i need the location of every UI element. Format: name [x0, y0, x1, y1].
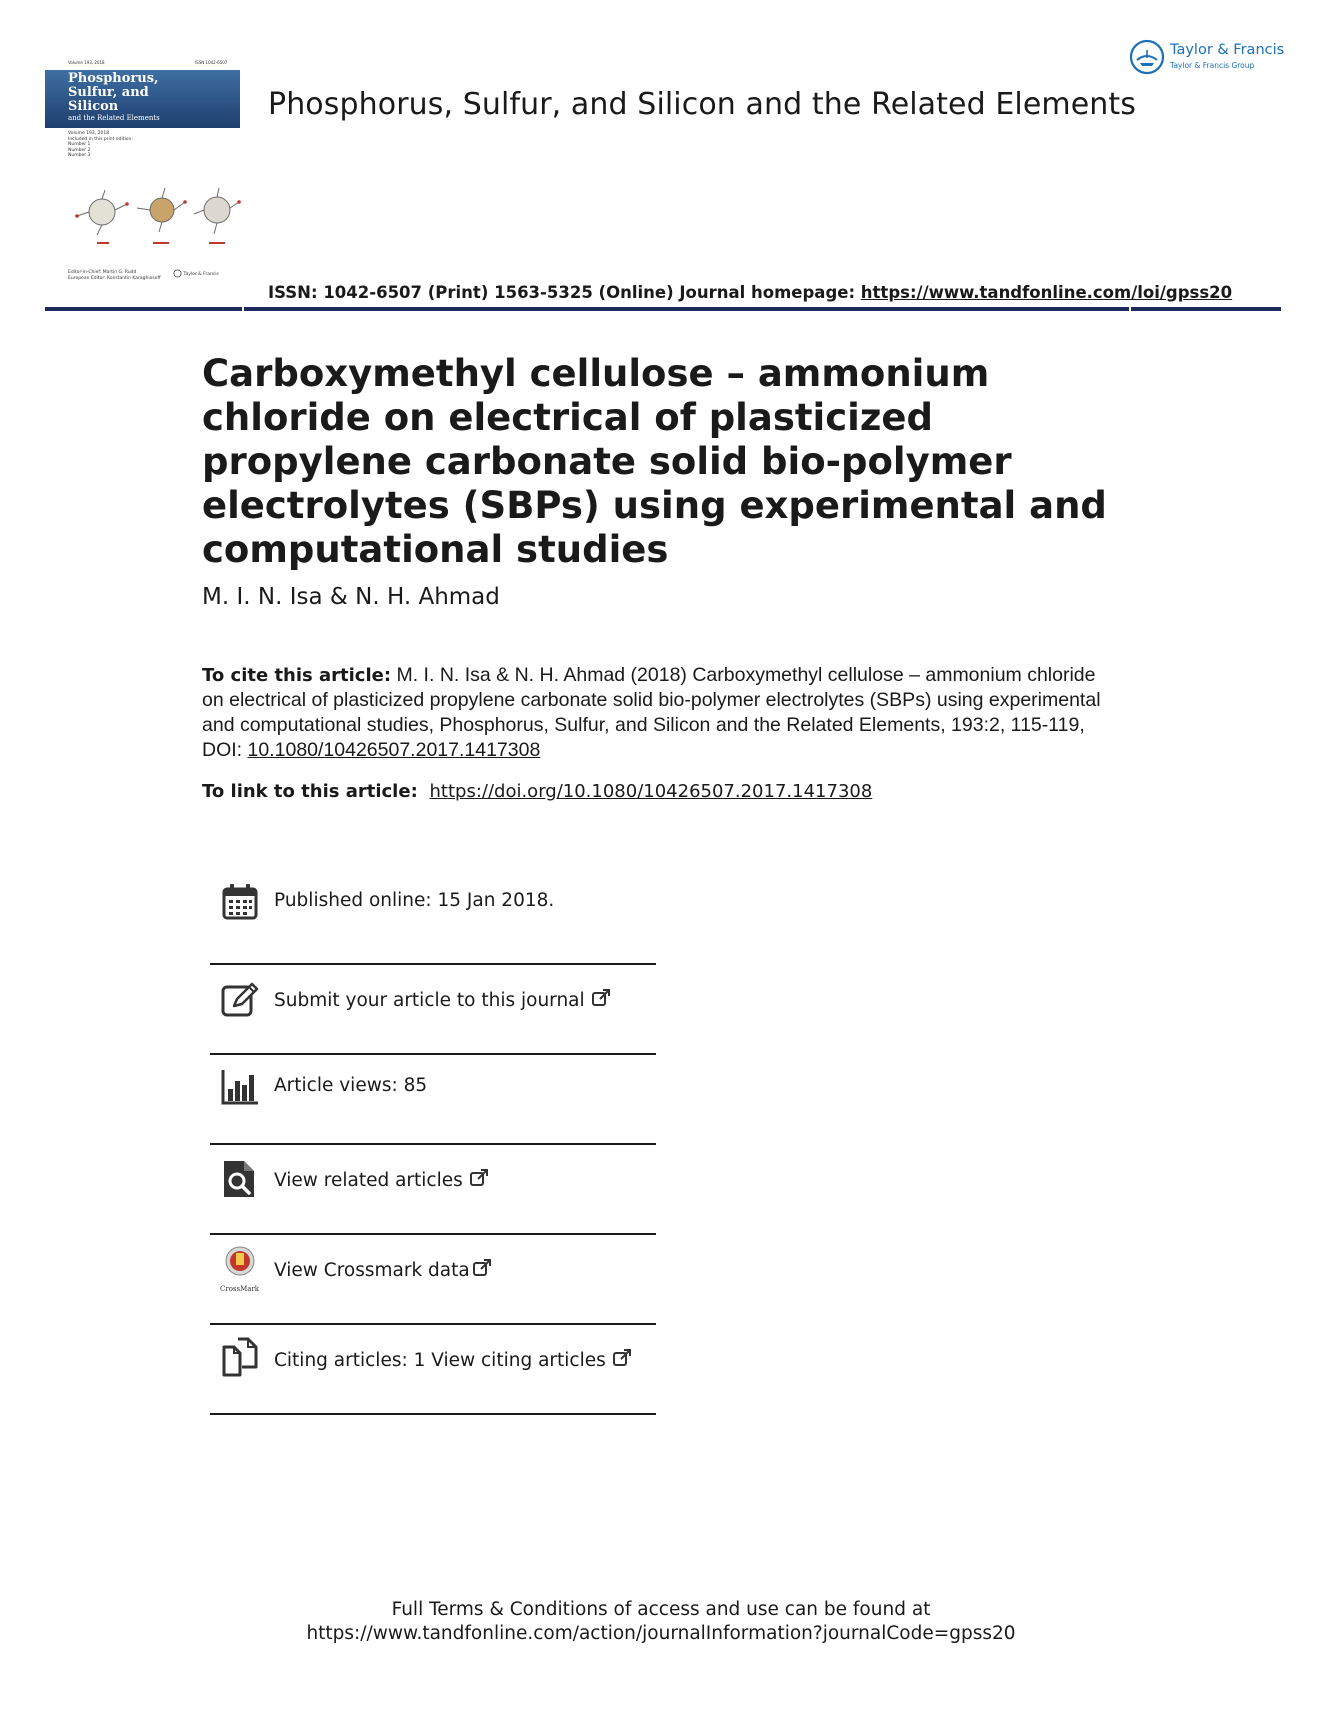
external-link-icon	[472, 1258, 492, 1278]
citing-icon	[220, 1337, 260, 1377]
publisher-group: Taylor & Francis Group	[1170, 61, 1255, 70]
cover-title-band: Phosphorus, Sulfur, and Silicon and the Related Elements	[45, 70, 240, 128]
citation-block	[202, 663, 1122, 763]
article-views-text: Article views: 85	[274, 1075, 428, 1096]
calendar-icon	[220, 882, 260, 922]
related-articles-row[interactable]	[210, 1145, 656, 1235]
link-label: To link to this article:	[202, 781, 418, 802]
issn-line	[268, 283, 1232, 302]
journal-homepage-link[interactable]: https://www.tandfonline.com/loi/gpss20	[860, 283, 1233, 302]
crossmark-row[interactable]	[210, 1235, 656, 1325]
bar-chart-icon	[220, 1067, 260, 1107]
submit-article-row[interactable]	[210, 965, 656, 1055]
article-info-list	[210, 872, 656, 1415]
related-articles-link[interactable]: View related articles	[274, 1168, 489, 1191]
article-authors: M. I. N. Isa & N. H. Ahmad	[202, 584, 500, 610]
issn-text: ISSN: 1042-6507 (Print) 1563-5325 (Online) Journal homepage:	[268, 283, 861, 302]
cite-label: To cite this article:	[202, 665, 392, 686]
citing-articles-link[interactable]: Citing articles: 1 View citing articles	[274, 1348, 632, 1371]
cover-contents-note: Volume 193, 2018 Included in this print edition: Number 1 Number 2 Number 3	[68, 131, 133, 158]
publisher-name: Taylor & Francis	[1170, 42, 1285, 58]
article-link-line	[202, 781, 872, 802]
cover-molecule-illustration	[67, 180, 242, 250]
journal-title: Phosphorus, Sulfur, and Silicon and the Related Elements	[268, 87, 1136, 122]
external-link-icon	[469, 1168, 489, 1188]
crossmark-icon-label: CrossMark	[220, 1285, 260, 1293]
crossmark-icon	[220, 1245, 260, 1285]
header-divider	[45, 307, 1281, 311]
submit-article-link[interactable]: Submit your article to this journal	[274, 988, 611, 1011]
taylor-francis-logo-icon	[1128, 38, 1166, 76]
footer-terms	[0, 1598, 1322, 1646]
cover-editors: Editor-in-Chief: Martin G. Rudd European Editor: Konstantin Karaghiosoff	[68, 270, 161, 281]
journal-cover: Volume 193, 2018 ISSN 1042-6507 Phosphorus, Sulfur, and Silicon and the Related Elements Volume 193, 2018 Included in this print edition: Number 1 Number 2 Number 3 Editor-in-Chief: Martin G. Rudd European Editor: Konstantin Karaghiosoff Taylor & Francis	[45, 58, 240, 278]
cover-publisher-logo-icon	[173, 269, 182, 278]
search-document-icon	[220, 1159, 260, 1199]
article-views-row	[210, 1055, 656, 1145]
footer-line-1: Full Terms & Conditions of access and use can be found at	[391, 1599, 931, 1620]
published-online-text: Published online: 15 Jan 2018.	[274, 890, 555, 911]
publisher-logo	[1128, 38, 1288, 78]
doi-link[interactable]: https://doi.org/10.1080/10426507.2017.1417308	[429, 781, 873, 802]
external-link-icon	[612, 1348, 632, 1368]
cite-doi-link[interactable]: 10.1080/10426507.2017.1417308	[247, 739, 541, 761]
article-title: Carboxymethyl cellulose – ammonium chloride on electrical of plasticized propylene carbonate solid bio-polymer electrolytes (SBPs) using experimental and computational studies	[202, 352, 1107, 571]
edit-icon	[220, 979, 260, 1019]
external-link-icon	[591, 988, 611, 1008]
published-online-row	[210, 872, 656, 965]
crossmark-link[interactable]: View Crossmark data	[274, 1258, 492, 1281]
cite-text: M. I. N. Isa & N. H. Ahmad (2018) Carboxymethyl cellulose – ammonium chloride on electrical of plasticized propylene carbonate solid bio-polymer electrolytes (SBPs) using experimental and computational studies, Phosphorus, Sulfur, and Silicon and the Related Elements, 193:2, 115-119, DOI:	[202, 664, 1101, 761]
footer-terms-link[interactable]: https://www.tandfonline.com/action/journalInformation?journalCode=gpss20	[306, 1623, 1016, 1644]
citing-articles-row[interactable]	[210, 1325, 656, 1415]
cover-publisher: Taylor & Francis	[173, 269, 219, 278]
